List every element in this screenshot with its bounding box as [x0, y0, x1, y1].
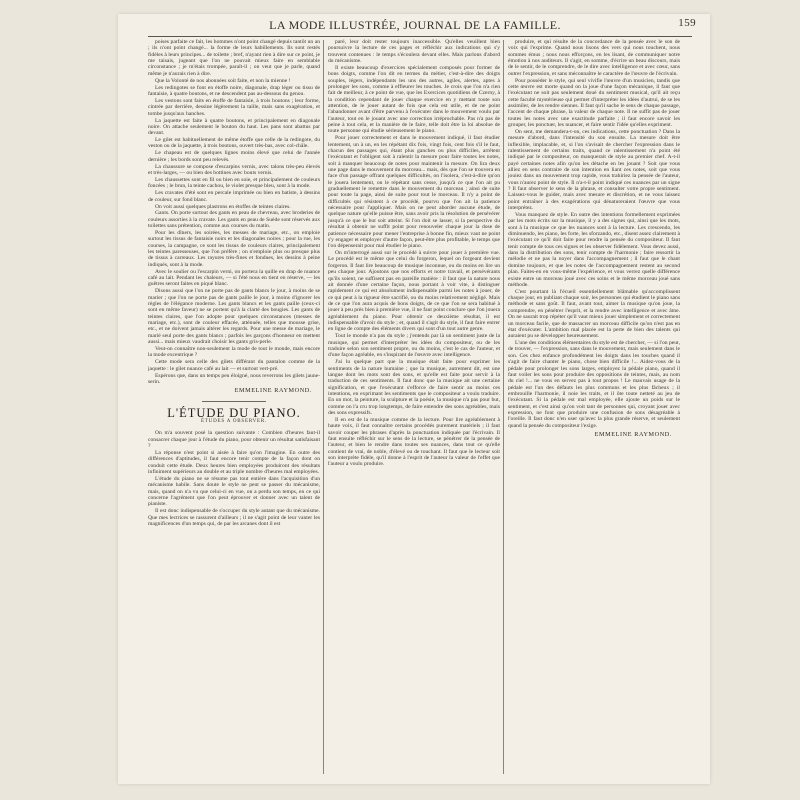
- paragraph: Il est donc indispensable de s'occuper du style autant que du mécanisme. Que mes lectrices se rassurent d'ailleurs ; il ne s'agit point de leur vanter les magnificences d'un temps qui, de par les arcanes dont il est: [148, 508, 320, 527]
- author-signature: EMMELINE RAYMOND.: [234, 387, 312, 395]
- paragraph: C'est pourtant là l'écueil essentiellement blâmable qu'accomplissent chaque jour, en publiant chaque soir, les personnes qui étudient le piano sans méthode et sans goût. Il faut, avant tout, aimer la musique qu'on joue, la comprendre, en pénétrer l'esprit, et la rendre avec intelligence et avec âme. On ne saurait trop répéter qu'il vaut mieux jouer simplement et correctement un morceau facile, que de massacrer un morceau difficile qu'on n'est pas en état d'exécuter. L'ambition mal placée est la perte de bien des talents qui auraient pu se développer heureusement.: [508, 288, 680, 340]
- column-2: [328, 39, 500, 774]
- paragraph: Cette mode sera celle des gilets différant du pantalon comme de la jaquette : le gilet nuance café au lait — et surtout vert-pré.: [148, 359, 320, 372]
- paragraph: poises parfaite ce fait, les hommes n'ont point changé depuis tantôt un an ; ils n'ont point changé... la forme de leurs habillements. Ils sont restés fidèles à leurs principes... de toilette ; bref, n'ayant rien à dire sur ce point, je me taisais, jugeant que l'on ne pouvait mieux faire en semblable circonstance ; je m'étais trompée, paraît-il ; on veut que je parle, quand même je n'aurais rien à dire.: [148, 39, 320, 77]
- paragraph: La réponse n'est point si aisée à faire qu'on l'imagine. En outre des différences d'aptitudes, il faut encore tenir compte de la façon dont on conduit cette étude. Deux heures bien employées produiront des résultats infiniment supérieurs au double et au triple nombre d'heures mal employées.: [148, 449, 320, 475]
- paragraph: On m'a souvent posé la question suivante : Combien d'heures faut-il consacrer chaque jour à l'étude du piano, pour obtenir un résultat satisfaisant ?: [148, 430, 320, 450]
- paragraph: Espérons que, dans un temps peu éloigné, nous reverrons les gilets jaune-serin.: [148, 372, 320, 385]
- paragraph: Les vestons sont faits en étoffe de fantaisie, à trois boutons ; leur forme, cintrée par derrière, dessine légèrement la taille, mais sans exagération, et tombe jusqu'aux hanches.: [148, 97, 320, 117]
- paragraph: produire, et qui résulte de la concordance de la pensée avec le son de voix qui l'exprime. Quand nous lisons des vers qui nous touchent, nous sommes émus ; nous nous efforçons, en les lisant, de communiquer notre émotion à nos auditeurs. Il s'agit, en somme, d'écrire un beau discours, mais de le sentir, de le comprendre, de le dire avec intelligence et avec cœur, sans outrer l'expression, et sans méconnaître le caractère de l'œuvre de l'écrivain.: [508, 39, 680, 77]
- article-subtitle: ÉTUDES A OBSERVER.: [200, 419, 268, 424]
- paragraph: L'une des conditions élémentaires du style est de chercher, — si l'on peut, de trouver, — l'expression, sans dans le mouvement, mais seulement dans le son. Ces chez enfance profondément les doigts dans les touches quand il s'agit de faire chanter le piano, chose bien difficile !... Aidez-vous de la pédale pour prolonger les sons larges, employez la pédale piano, quand il faut voiler les sons pour produire des oppositions de teintes, mais, au nom du ciel !... ne vous en servez pas à tout propos ! Le mauvais usage de la pédale est l'un des défauts les plus communs et les plus fâcheux ; il embrouille l'harmonie, il noie les traits, et il ôte toute netteté au jeu de l'exécutant. Si la pédale est mal employée, elle ajoute un poids sur le sentiment, et c'est ainsi qu'on voit tant de personnes qui, croyant jouer avec expression, ne font que produire une confusion de sons désagréable à l'oreille. Il faut donc n'en user qu'avec la plus grande réserve, et seulement quand la pensée du compositeur l'exige.: [508, 340, 680, 429]
- paragraph: La jaquette est faite à quatre boutons, et principalement en diagonale noire. On attache seulement le bouton du haut. Les pans sont abattus par devant.: [148, 117, 320, 137]
- author-signature: EMMELINE RAYMOND.: [594, 430, 672, 438]
- paragraph: Disons aussi que l'on ne porte pas de gants blancs le jour, à moins de se marier ; que l'on ne porte pas de gants paille le jour, à moins d'ignorer les règles de l'élégance moderne. Les gants blancs et les gants paille (ceux-ci sont en même faveur) ne se portent qu'à la clarté des bougies. Les gants de teintes claires, que l'on adopte pour quelques circonstances (messes de mariage, etc.), sont de couleur effacée, atténuée, telles que mousse grise, etc., et ne doivent jamais altérer les regards. Pour une messe de mariage, le marié seul porte des gants blancs ; parfois les garçons d'honneur en mettent aussi... mais mieux vaudrait choisir les gants gris-perle.: [148, 288, 320, 346]
- article-title: L'ÉTUDE DU PIANO.: [167, 405, 301, 420]
- paragraph: Avec le soulier ou l'escarpin verni, on portera la quille en drap de nuance café au lait. Pendant les chaleurs, — si l'été nous en tient en réserve, — les guêtres seront faites en piqué blanc.: [148, 268, 320, 288]
- page-number: 159: [678, 17, 696, 29]
- paragraph: Il en est de la musique comme de la lecture. Pour lire agréablement à haute voix, il faut connaître certains procédés purement matériels ; il faut savoir couper les phrases d'après la ponctuation indiquée par l'écrivain. Il faut ensuite réfléchir sur le sens de la lecture, se pénétrer de la pensée de l'auteur, et bien le rendre dans toutes ses nuances, dans tout ce qu'elle contient de vrai, de noble, d'élevé ou de touchant. Il faut que le lecteur soit son interprète fidèle, qu'il donne à l'esprit de l'auteur la valeur de l'effet que l'auteur a voulu produire.: [328, 416, 500, 468]
- paragraph: Les chaussettes sont en fil ou bien en soie, et principalement de couleurs foncées ; le brun, la teinte cachou, le violet presque bleu, sont à la mode.: [148, 176, 320, 190]
- paragraph: On sent, me demandera-t-on, ces indications, cette ponctuation ? Dans la mesure d'abord, dans l'intensité du son ensuite. La mesure doit être inflexible, implacable, et, si l'on s'avisait de chercher l'expression dans le ralentissement de certains traits, quand ce ralentissement n'a point été indiqué par le compositeur, on manquerait de style au premier chef. A-t-il payé certaines notes afin qu'on les détache en les jouant ? Soit que vous alliez en sens contraire de son intention en liant ces notes, soit que vous jouiez dans un mouvement trop rapide, vous trahiriez la pensée de l'auteur, vous n'aurez point de style. Il n'a-t-il point indiqué ces nuances par un signe ? Il faut observer le sens de la phrase, et consulter votre propre sentiment. Laissez-vous le guider, mais avec mesure et discrétion, et ne vous laissez point entraîner à des exagérations qui dénatureraient l'œuvre que vous interprétez.: [508, 129, 680, 212]
- paragraph: L'étude du piano ne se résume pas tout entière dans l'acquisition d'un mécanisme habile. Sans doute le style ne peut se passer du mécanisme, mais, quand on n'a vu que celui-ci en vue, on a perdu son temps, en ce qui concerne l'agrément que l'on peut éprouver et donner avec un talent de pianiste.: [148, 475, 320, 508]
- paragraph: Vous manquez de style. En outre des intentions formellement exprimées par les mots écrits sur la musique, il y a des signes qui, ainsi que les mots, sont à la musique ce que les nuances sont à la lecture. Les crescendo, les diminuendo, les piano, les forte, les sforzando, etc., disent assez clairement à l'exécutant ce qu'il doit faire pour rendre la pensée du compositeur. Il faut tenir compte de tous ces signes et les observer fidèlement. Vous devez aussi, dans la distribution des sons, tenir compte de l'harmonie ; faire ressortir la mélodie et ne pas la noyer dans l'accompagnement ; il faut que le chant domine toujours, et que les notes de l'accompagnement restent au second plan. Faites-en en vous-même l'expérience, et vous verrez quelle différence existe entre un morceau joué avec ces soins et le même morceau joué sans méthode.: [508, 212, 680, 288]
- column-divider: [323, 40, 324, 774]
- paragraph: Les redingotes se font en étoffe noire, diagonale, drap léger ou tissu de fantaisie, à quatre boutons, et ne descendent pas au-dessous du genou.: [148, 84, 320, 97]
- column-divider: [503, 40, 504, 774]
- paragraph: J'ai lu quelque part que la musique était faite pour exprimer les sentiments de la nature humaine ; que la musique, autrement dit, est une langue dont les mots sont des sons, et qu'elle est faite pour servir à la traduction de ces sentiments. Il faut donc que la musique ait une certaine signification, et que l'exécutant s'efforce de faire sentir au moins ces intentions, en exprimant les sentiments que le compositeur a voulu traduire. En un mot, la peinture, la sculpture et la poésie, la musique n'a pas pour but, comme on l'a cru trop longtemps, de faire entendre des sons agréables, mais des sons expressifs.: [328, 359, 500, 416]
- paragraph: On m'interrogé aussi sur le procédé à suivre pour jouer à première vue. Le procédé est le même que celui du forgeron, lequel on forgeant devient forgeron. Il faut lire beaucoup de musique inconnue, ou du moins en lire un peu chaque jour. Ajoutons que nos efforts et notre travail, et persévérants qu'ils soient, ne suffisent pas en pareille matière : il faut que la nature nous ait donnée d'une certaine façon, nous portant à voir vite, à distinguer rapidement ce qui est absolument indispensable parmi les notes à jouer, de ce qui peut à la rigueur être sacrifié, ou du moins relativement négligé. Mais de ce que l'on aura acquis de bons doigts, de ce que l'on se sera habitué à jouer à peu près bien à première vue, il ne faut point conclure que l'on jouera agréablement du piano. Pour obtenir ce deuxième résultat, il est indispensable d'avoir du style ; et, quand il s'agit du style, il faut faire entrer en ligne de compte des éléments divers qui sont d'un tout autre genre.: [328, 250, 500, 333]
- paragraph: Tout le monde n'a pas du style ; j'entends par là un sentiment juste de la musique, qui permet d'interpréter les idées du compositeur, ou de les traduire selon son sentiment propre, ou du moins, c'est le cas de l'auteur, et d'une façon agréable, en s'inspirant de l'œuvre avec intelligence.: [328, 333, 500, 359]
- paragraph: Les cravates d'été sont en percale imprimée ou bien en batiste, à dessins de couleur, sur fond blanc.: [148, 190, 320, 203]
- paragraph: Le gilet est habituellement de même étoffe que celle de la redingote, du veston ou de la jaquette, à trois boutons, ouvert très-bas, avec col-châle.: [148, 137, 320, 150]
- paragraph: Veut-on connaître non-seulement la mode de tout le monde, mais encore la mode excentrique ?: [148, 346, 320, 359]
- paragraph: Que la Volonté de nos abonnées soit faite, et non la mienne !: [155, 77, 291, 84]
- running-title: LA MODE ILLUSTRÉE, JOURNAL DE LA FAMILLE.: [269, 17, 561, 32]
- section-separator: [202, 401, 266, 402]
- paragraph: Pour les dîners, les soirées, les messes de mariage, etc., on emploie surtout les tissus de fantaisie noirs et les diagonales noires ; pour la rue, les courses, la campagne, ce sont les tissus de couleurs claires, principalement les teintes paresseuses, que l'on préfère ; on n'emploie plus ou presque plus de tissus à carreaux. Les rayures très-fines et fondues, les dessins à peine indiqués, sont à la mode.: [148, 230, 320, 268]
- paragraph: Pour jouer correctement et dans le mouvement indiqué, il faut étudier lentement, un à un, en les répétant dix fois, vingt fois, cent fois s'il le faut, chacun des passages qui, étant plus ganches ou plus difficiles, arrêtent l'exécutant et l'obligent soit à ralentir la mesure pour faire toutes les notes, soit à manquer beaucoup de notes pour maintenir la mesure. On lira deux une page dans le mouvement du morceau... mais, dès que l'on se trouvera en face d'un passage offrant quelques difficultés, on l'isolera, c'est-à-dire qu'on le jouera lentement, on le répétant sans cesse, jusqu'à ce que l'on ait pu graduellement le remettre dans le mouvement du morceau ; ainsi de suite pour toute la page, ainsi de suite pour tout le morceau. Il n'y a point de difficultés qui résistent à ce procédé, pourvu que l'on ait la patience nécessaire pour l'appliquer. Mais on ne peut aborder aucune étude, de quelque nature qu'elle puisse être, sans avoir pris la résolution de persévérer jusqu'à ce que le but soit atteint. Si l'on doit se lasser, si la perspective du résultat à obtenir ne suffit point pour renouveler chaque jour la dose de patience nécessaire pour mener l'entreprise à bonne fin, mieux vaut ne point s'y engager et employer d'autre façon, peut-être plus profitable, le temps que l'on dépenserait pour mal étudier le piano.: [328, 135, 500, 250]
- running-head: [134, 16, 696, 34]
- paragraph: Gants. On porte surtout des gants en peau de chevreau, avec broderies de couleurs assorties à la cravate. Les gants en peau de Suède sont réservés aux toilettes sans prétention, comme aux courses du matin.: [148, 210, 320, 230]
- paragraph: Il existe beaucoup d'exercices spécialement composés pour former de bons doigts, comme l'on dit en termes du métier, c'est-à-dire des doigts souples, légers, indépendants les uns des autres, agiles, alertes, aptes à prolonger les sons, comme à effleurer les touches. Je crois que l'on n'a rien fait de meilleur, à ce point de vue, que les Exercices quotidiens de Czerny, à la condition cependant de jouer chaque exercice en y mettant toute son attention, de le jouer autant de fois que cela est utile, et de ne point l'abandonner avant d'être parvenu à l'exécuter dans le mouvement voulu par l'auteur, tout en le jouant avec une correction irréprochable. Pas n'a pas de peine à tout cela, et la manière de le faire, telle doit être la loi absolue de toute personne qui étudie sérieusement le piano.: [328, 64, 500, 135]
- paragraph: On voit aussi quelques plastrons en étoffes de teintes claires.: [155, 203, 291, 210]
- column-1: [148, 39, 320, 774]
- paragraph: Pour posséder le style, qui seul vivifie l'œuvre d'un musicien, tandis que cette œuvre est morte quand on la joue d'une façon mécanique, il faut que l'exécutant ne soit pas seulement doué du sentiment musical, qu'il ait reçu cette faculté mystérieuse qui permet d'interpréter les idées d'autrui, de se les assimiler, de les rendre siennes. Il faut qu'il sache le sens de chaque passage, l'accent de chaque phrase, la valeur de chaque note. Il ne suffit pas de jouer toutes les notes avec une exactitude parfaite ; il faut encore savoir les grouper, les ponctuer, les nuancer, et faire sentir l'idée qu'elles expriment.: [508, 77, 680, 129]
- paragraph: La chaussure se compose d'escarpins vernis, avec talons très-peu élevés et très-larges, — ou bien des bottines avec bouts vernis.: [148, 163, 320, 177]
- header-rule: [148, 36, 692, 37]
- journal-page: [118, 14, 710, 784]
- column-3: [508, 39, 680, 774]
- paragraph: paré, leur doit rester toujours inaccessible. Qu'elles veuillent bien poursuivre la lecture de ces pages et réfléchir aux indications qui s'y trouvent contenues : le temps s'écoulera devant elles. Mais parlons d'abord du mécanisme.: [328, 39, 500, 65]
- paragraph: Le chapeau est de quelques lignes moins élevé que celui de l'année dernière ; les bords sont peu relevés.: [148, 150, 320, 163]
